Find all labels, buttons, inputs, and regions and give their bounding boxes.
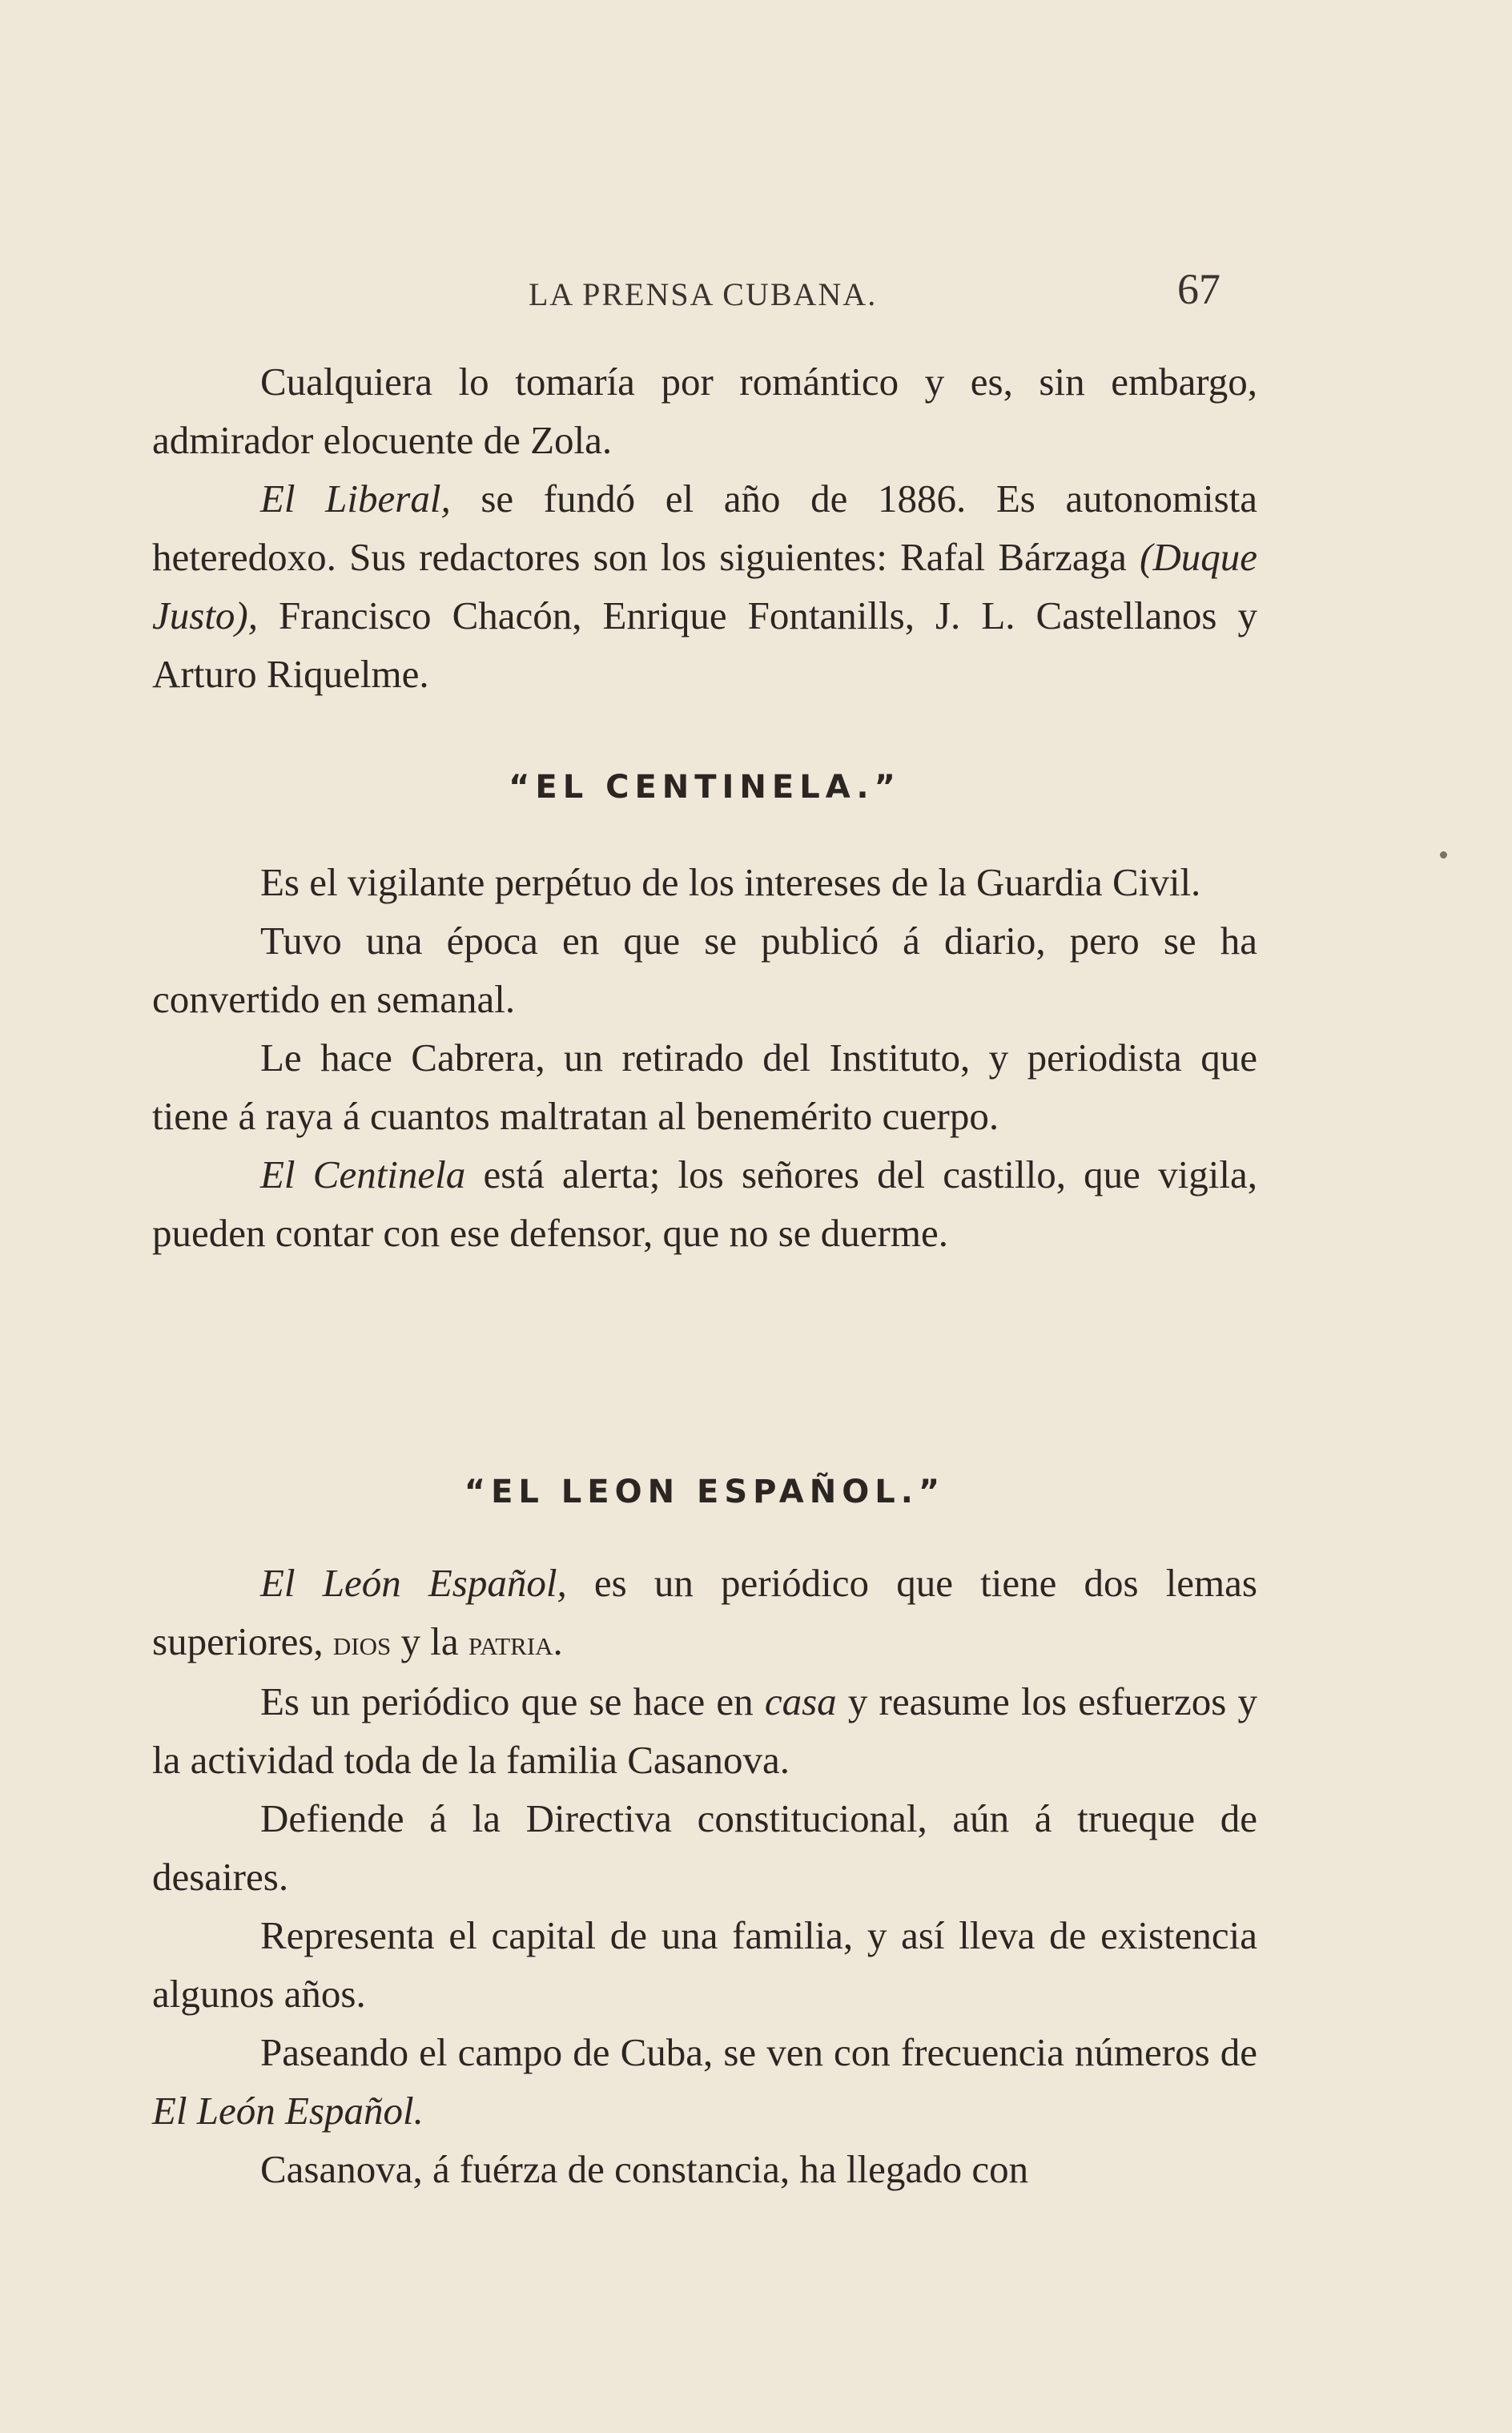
intro-text xyxy=(152,352,1257,703)
pseudonym: (Duque Justo), xyxy=(152,535,1257,637)
section-title-el-leon-espanol: “EL LEON ESPAÑOL.” xyxy=(464,1474,946,1510)
paragraph: Tuvo una época en que se publicó á diario, pero se ha convertido en semanal. xyxy=(152,919,1257,1021)
paragraph: Casanova, á fuérza de constancia, ha llegado con xyxy=(260,2147,1029,2191)
paragraph: Le hace Cabrera, un retirado del Instituto, y periodista que tiene á raya á cuantos maltratan al benemérito cuerpo. xyxy=(152,1036,1257,1138)
page-header xyxy=(256,264,1305,328)
paragraph: Es el vigilante perpétuo de los intereses de la Guardia Civil. xyxy=(260,860,1201,904)
section-el-leon-espanol-text xyxy=(152,1554,1257,2198)
lema-dios: dios xyxy=(332,1623,392,1663)
paragraph: Es un periódico que se hace en casa y reasume los esfuerzos y la actividad toda de la familia Casanova. xyxy=(152,1679,1257,1782)
paragraph: Paseando el campo de Cuba, se ven con frecuencia números de El León Español. xyxy=(152,2030,1257,2133)
section-title-el-centinela: “EL CENTINELA.” xyxy=(509,769,901,806)
lema-patria: patria xyxy=(468,1623,553,1663)
newspaper-title: El León Español, xyxy=(260,1561,567,1605)
paragraph: El Centinela está alerta; los señores del castillo, que vigila, pueden contar con ese defensor, que no se duerme. xyxy=(152,1152,1257,1255)
emphasis-casa: casa xyxy=(764,1679,837,1723)
section-el-centinela-text xyxy=(152,853,1257,1262)
paragraph: Defiende á la Directiva constitucional, aún á trueque de desaires. xyxy=(152,1796,1257,1899)
newspaper-title: El León Español. xyxy=(152,2089,424,2133)
page-number: 67 xyxy=(1177,265,1220,313)
running-title: LA PRENSA CUBANA. xyxy=(529,276,878,312)
paragraph: El León Español, es un periódico que tiene dos lemas superiores, dios y la patria. xyxy=(152,1561,1257,1663)
paragraph: El Liberal, se fundó el año de 1886. Es autonomista heteredoxo. Sus redactores son los siguientes: Rafal Bárzaga (Duque Justo), Francisco Chacón, Enrique Fontanills, J. L. Castellanos y Arturo Riquelme. xyxy=(152,477,1257,696)
paper-speck xyxy=(1440,851,1447,859)
paragraph: Representa el capital de una familia, y así lleva de existencia algunos años. xyxy=(152,1913,1257,2016)
paragraph: Cualquiera lo tomaría por romántico y es, sin embargo, admirador elocuente de Zola. xyxy=(152,360,1257,462)
newspaper-title: El Liberal, xyxy=(260,477,451,521)
newspaper-title: El Centinela xyxy=(260,1152,466,1196)
